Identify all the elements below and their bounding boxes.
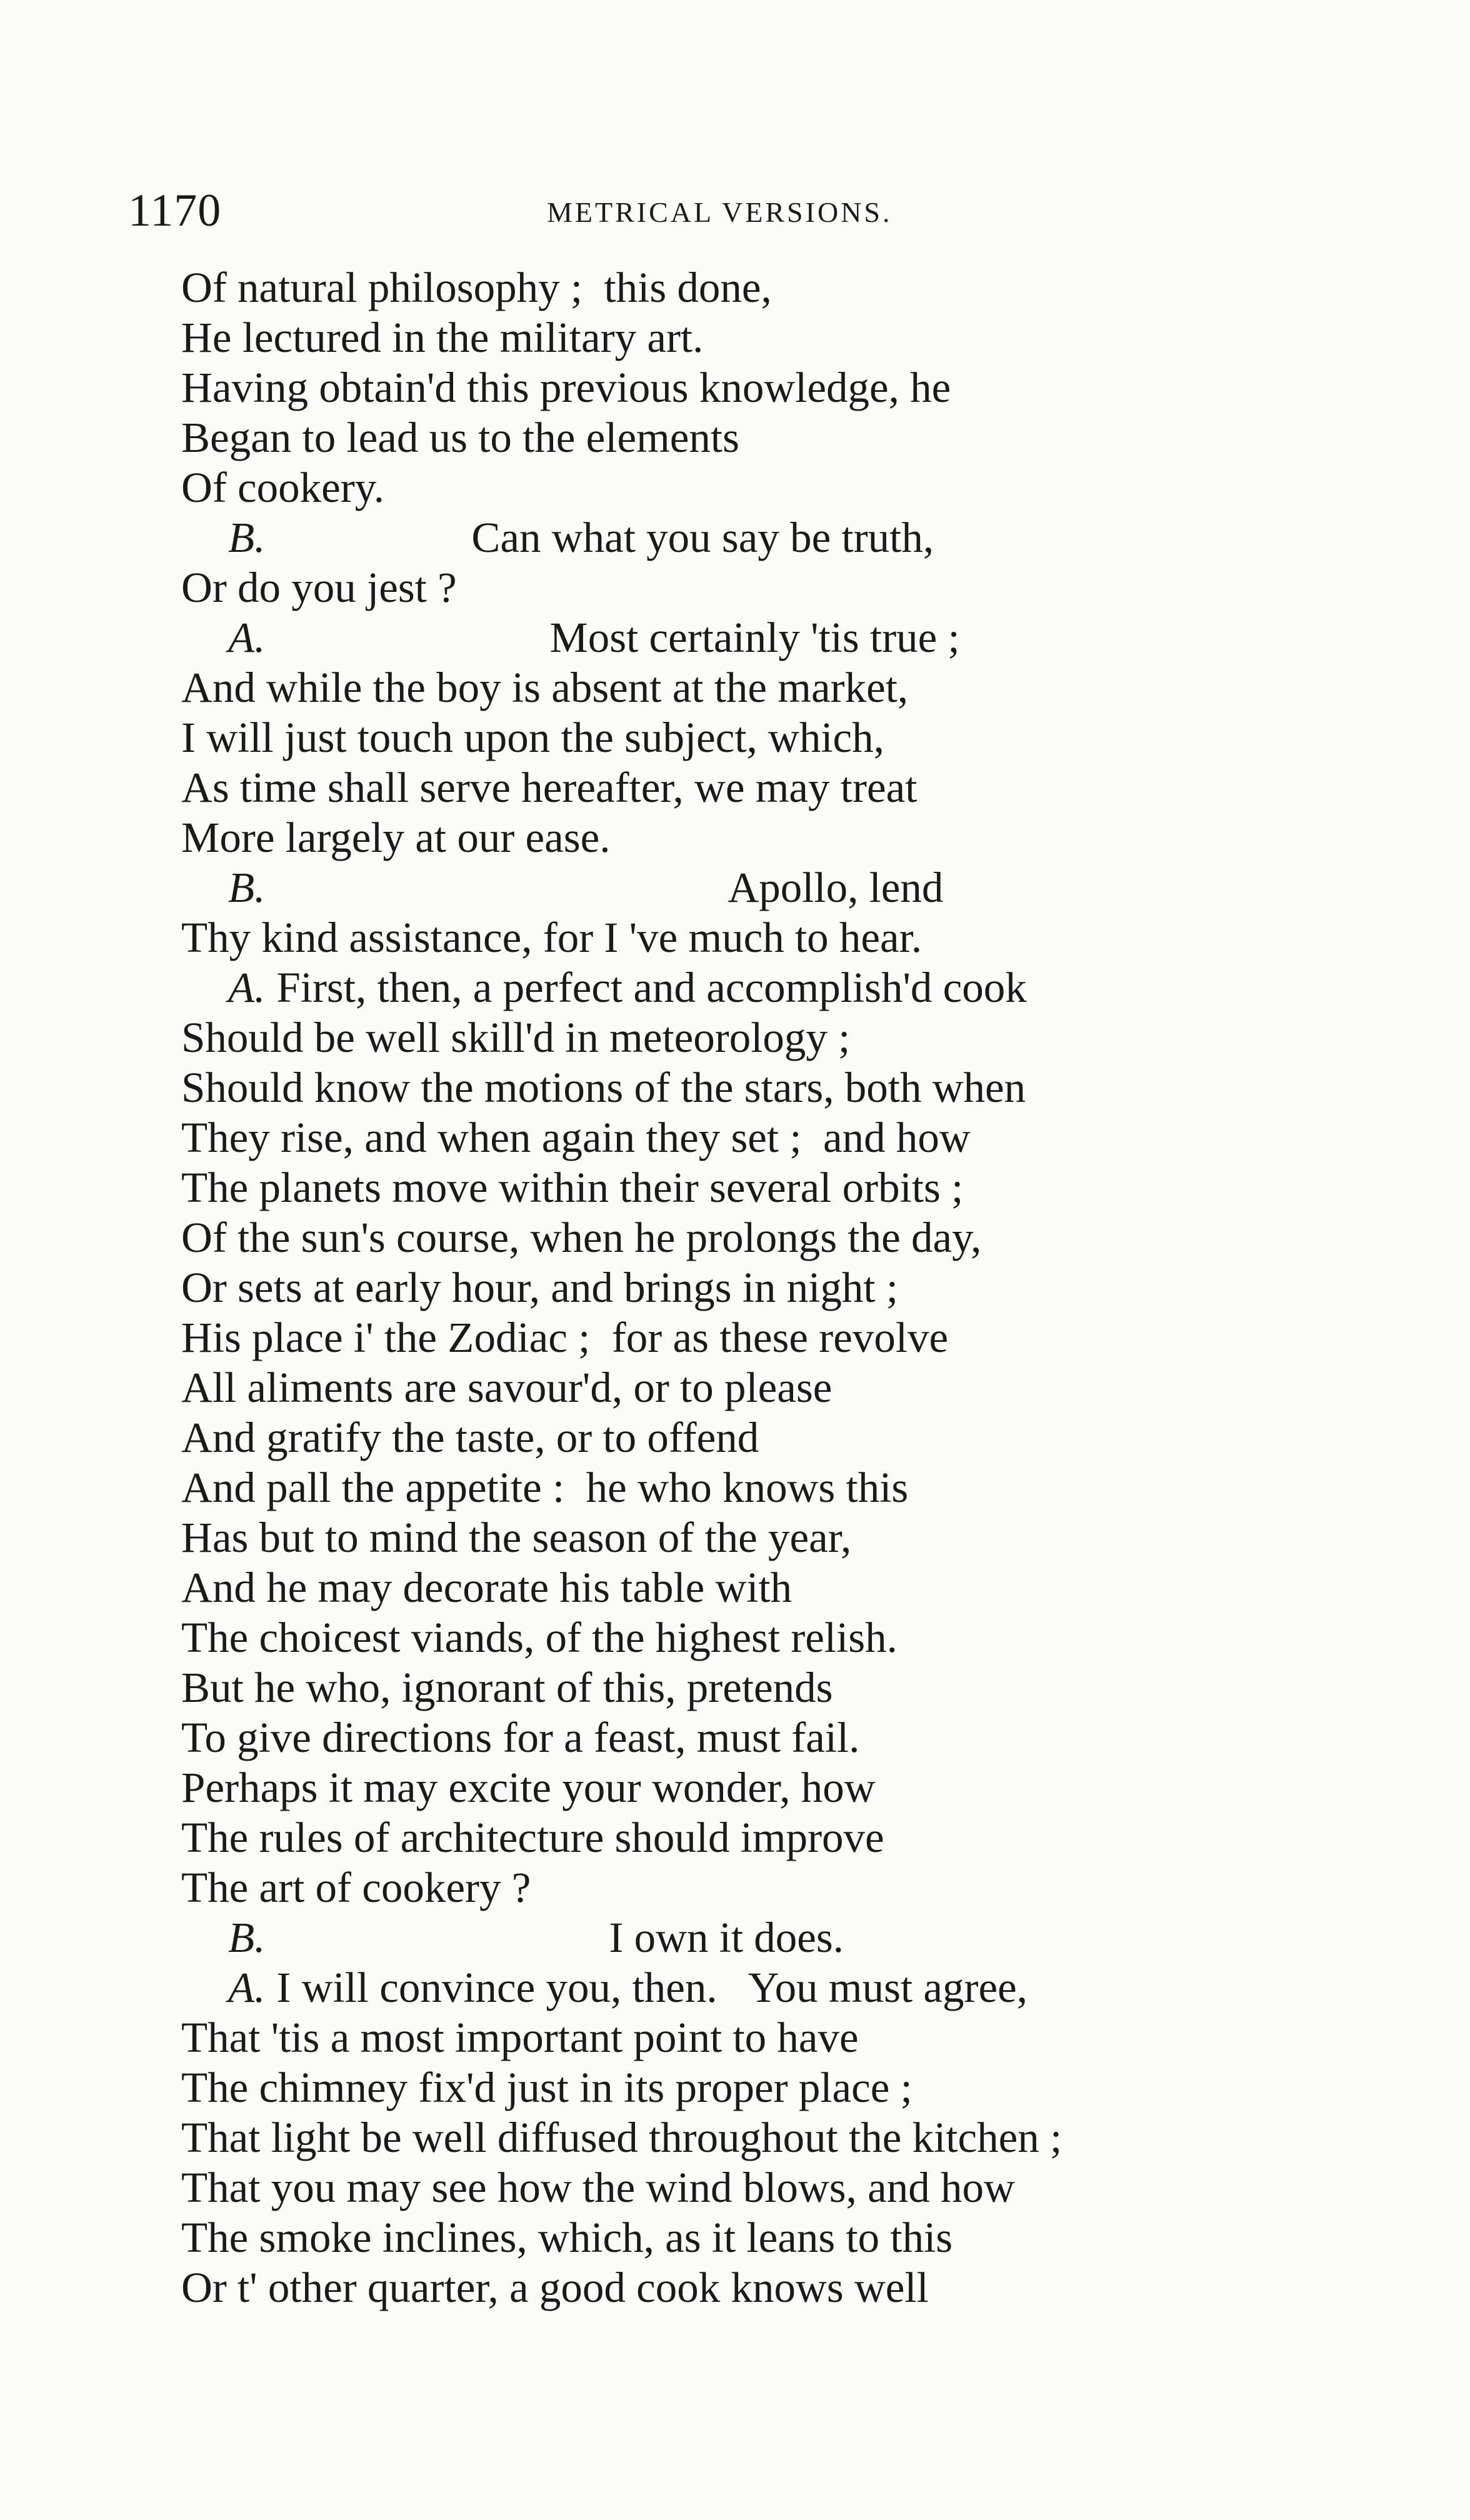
verse-line: As time shall serve hereafter, we may treat [181, 764, 918, 811]
verse-line: But he who, ignorant of this, pretends [181, 1664, 833, 1711]
verse-line: They rise, and when again they set ; and how [181, 1114, 971, 1161]
verse-line: All aliments are savour'd, or to please [181, 1364, 832, 1411]
verse-line: A. First, then, a perfect and accomplish'd cook [228, 964, 1027, 1011]
verse-line: Should know the motions of the stars, both when [181, 1064, 1026, 1111]
verse-line: A. Most certainly 'tis true ; [228, 614, 960, 661]
verse-line: The art of cookery ? [181, 1864, 531, 1911]
verse-line: B. Apollo, lend [228, 864, 944, 911]
running-head: METRICAL VERSIONS. [547, 196, 892, 228]
speaker-label: A. [228, 1964, 266, 2011]
speaker-label: A. [228, 964, 266, 1011]
verse-line: Or do you jest ? [181, 564, 457, 611]
verse-line: That 'tis a most important point to have [181, 2014, 859, 2061]
verse-line: The choicest viands, of the highest relish. [181, 1614, 898, 1661]
speaker-label: B. [228, 864, 266, 911]
verse-line: And he may decorate his table with [181, 1564, 792, 1611]
speaker-label: B. [228, 514, 266, 561]
verse-line: Having obtain'd this previous knowledge, he [181, 364, 951, 411]
verse-line: And gratify the taste, or to offend [181, 1414, 759, 1461]
verse-line: Should be well skill'd in meteorology ; [181, 1014, 851, 1061]
verse-line: B. Can what you say be truth, [228, 514, 934, 561]
verse-line: He lectured in the military art. [181, 314, 704, 361]
verse-line: That light be well diffused throughout the kitchen ; [181, 2114, 1062, 2161]
verse-line: His place i' the Zodiac ; for as these revolve [181, 1314, 949, 1361]
verse-line: More largely at our ease. [181, 814, 611, 861]
verse-line: Of natural philosophy ; this done, [181, 264, 772, 311]
verse-line: I will just touch upon the subject, which, [181, 714, 884, 761]
speaker-label: A. [228, 614, 266, 661]
verse-line: That you may see how the wind blows, and how [181, 2164, 1015, 2211]
verse-line: Perhaps it may excite your wonder, how [181, 1764, 876, 1811]
page-header [128, 182, 1222, 239]
verse-line: Or sets at early hour, and brings in night ; [181, 1264, 899, 1311]
verse-line: Or t' other quarter, a good cook knows well [181, 2264, 929, 2311]
verse-line: Of the sun's course, when he prolongs the day, [181, 1214, 982, 1261]
verse-line: Has but to mind the season of the year, [181, 1514, 852, 1561]
verse-line: B. I own it does. [228, 1914, 844, 1961]
verse-line: The rules of architecture should improve [181, 1814, 884, 1861]
verse-line: Of cookery. [181, 464, 385, 511]
verse-line: To give directions for a feast, must fail. [181, 1714, 860, 1761]
page-number: 1170 [128, 185, 222, 236]
verse-line: The chimney fix'd just in its proper place ; [181, 2064, 912, 2111]
verse-line: And while the boy is absent at the market, [181, 664, 909, 711]
speaker-label: B. [228, 1914, 266, 1961]
verse-line: A. I will convince you, then. You must agree, [228, 1964, 1028, 2011]
verse-line: Began to lead us to the elements [181, 414, 739, 461]
verse-line: The smoke inclines, which, as it leans to this [181, 2214, 953, 2261]
verse-line: The planets move within their several orbits ; [181, 1164, 964, 1211]
verse-line: And pall the appetite : he who knows this [181, 1464, 909, 1511]
verse-line: Thy kind assistance, for I 've much to hear. [181, 914, 922, 961]
